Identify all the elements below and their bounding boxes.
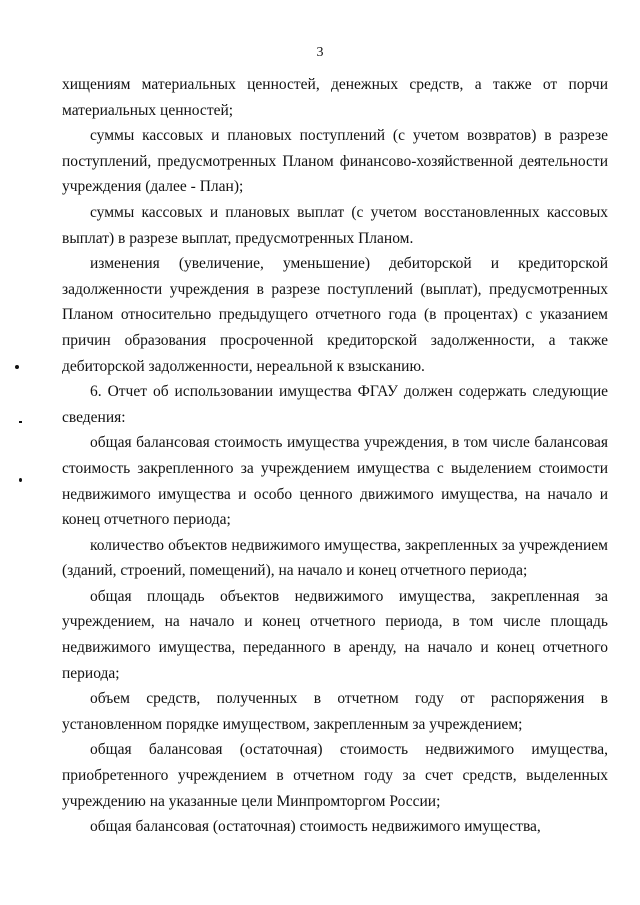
paragraph: общая балансовая (остаточная) стоимость недвижимого имущества, приобретенного учреждением в отчетном году за счет средств, выделенных учреждению на указанные цели Минпромторгом России; bbox=[62, 741, 608, 810]
paragraph: количество объектов недвижимого имущества, закрепленных за учреждением (зданий, строений, помещений), на начало и конец отчетного периода; bbox=[62, 536, 608, 580]
margin-mark bbox=[19, 421, 22, 423]
document-body bbox=[62, 72, 608, 840]
page-number: 3 bbox=[316, 45, 324, 60]
margin-mark bbox=[19, 478, 22, 482]
paragraph: изменения (увеличение, уменьшение) дебиторской и кредиторской задолженности учреждения в разрезе поступлений (выплат), предусмотренных Планом относительно предыдущего отчетного года (в процентах) с указанием причин образования просроченной кредиторской задолженности, а также дебиторской задолженности, нереальной к взысканию. bbox=[62, 255, 608, 375]
paragraph: общая балансовая (остаточная) стоимость недвижимого имущества, bbox=[90, 818, 541, 836]
paragraph: хищениям материальных ценностей, денежных средств, а также от порчи материальных ценностей; bbox=[62, 76, 608, 119]
paragraph: суммы кассовых и плановых поступлений (с учетом возвратов) в разрезе поступлений, предусмотренных Планом финансово-хозяйственной деятельности учреждения (далее - План); bbox=[62, 127, 608, 196]
paragraph: объем средств, полученных в отчетном году от распоряжения в установленном порядке имуществом, закрепленным за учреждением; bbox=[62, 690, 608, 733]
paragraph: общая балансовая стоимость имущества учреждения, в том числе балансовая стоимость закрепленного за учреждением имущества с выделением стоимости недвижимого имущества и особо ценного движимого имущества, на начало и конец отчетного периода; bbox=[62, 434, 608, 529]
margin-mark bbox=[15, 365, 19, 369]
section-heading: 6. Отчет об использовании имущества ФГАУ должен содержать следующие сведения: bbox=[62, 383, 608, 426]
paragraph: общая площадь объектов недвижимого имущества, закрепленная за учреждением, на начало и конец отчетного периода, в том числе площадь недвижимого имущества, переданного в аренду, на начало и конец отчетного периода; bbox=[62, 587, 608, 682]
paragraph: суммы кассовых и плановых выплат (с учетом восстановленных кассовых выплат) в разрезе выплат, предусмотренных Планом. bbox=[62, 203, 608, 247]
